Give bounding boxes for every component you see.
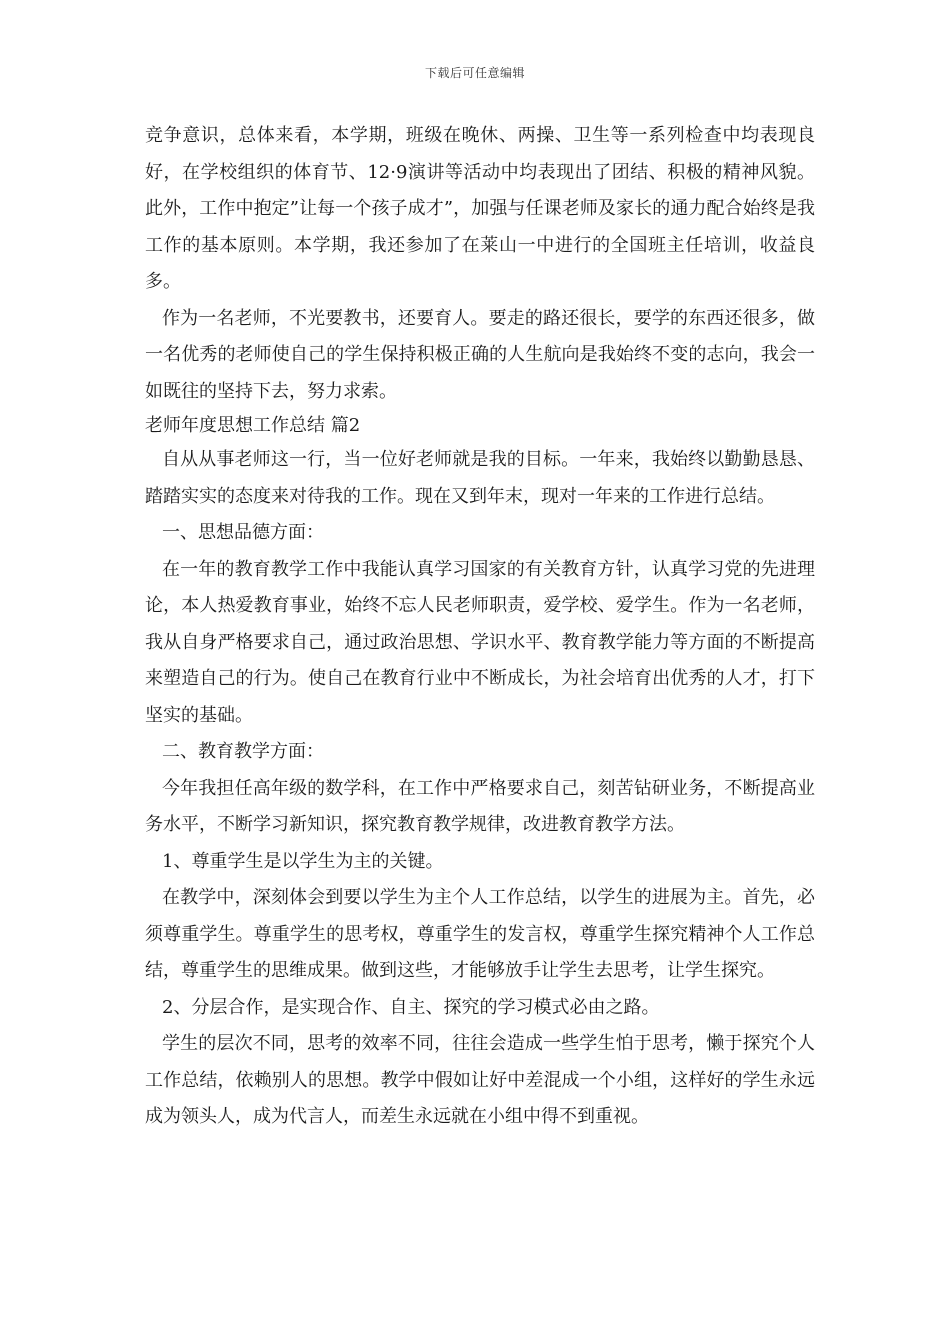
- section-title-part-2: 老师年度思想工作总结 篇2: [145, 415, 361, 436]
- point-1-title: 1、尊重学生是以学生为主的关键。: [162, 850, 444, 872]
- point-2-text: 学生的层次不同，思考的效率不同，往往会造成一些学生怕于思考，懒于探究个人工作总结，依赖别人的思想。教学中假如让好中差混成一个小组，这样好的学生永远成为领头人，成为代言人，而差生永远就在小组中得不到重视。: [145, 1033, 815, 1127]
- paragraph-intro: 自从从事老师这一行，当一位好老师就是我的目标。一年来，我始终以勤勤恳恳、踏踏实实的态度来对待我的工作。现在又到年末，现对一年来的工作进行总结。: [145, 449, 815, 507]
- page-header: 下载后可任意编辑: [424, 66, 525, 80]
- paragraph-teacher-role: 作为一名老师，不光要教书，还要育人。要走的路还很长，要学的东西还很多，做一名优秀的老师使自己的学生保持积极正确的人生航向是我始终不变的志向，我会一如既往的坚持下去，努力求索。: [145, 307, 815, 402]
- subheading-moral: 一、思想品德方面：: [162, 522, 324, 543]
- paragraph-teaching: 今年我担任高年级的数学科，在工作中严格要求自己，刻苦钻研业务，不断提高业务水平，不断学习新知识，探究教育教学规律，改进教育教学方法。: [145, 777, 815, 835]
- paragraph-moral: 在一年的教育教学工作中我能认真学习国家的有关教育方针，认真学习党的先进理论，本人热爱教育事业，始终不忘人民老师职责，爱学校、爱学生。作为一名老师，我从自身严格要求自己，通过政治思想、学识水平、教育教学能力等方面的不断提高来塑造自己的行为。使自己在教育行业中不断成长，为社会培育出优秀的人才，打下坚实的基础。: [145, 558, 815, 726]
- point-2-title: 2、分层合作，是实现合作、自主、探究的学习模式必由之路。: [162, 996, 660, 1018]
- point-1-text: 在教学中，深刻体会到要以学生为主个人工作总结，以学生的进展为主。首先，必须尊重学生。尊重学生的思考权，尊重学生的发言权，尊重学生探究精神个人工作总结，尊重学生的思维成果。做到这些，才能够放手让学生去思考，让学生探究。: [145, 887, 815, 981]
- document-body: [145, 118, 815, 1136]
- paragraph-competition: 竞争意识，总体来看，本学期，班级在晚休、两操、卫生等一系列检查中均表现良好，在学校组织的体育节、12·9演讲等活动中均表现出了团结、积极的精神风貌。此外，工作中抱定”让每一个孩子成才”，加强与任课老师及家长的通力配合始终是我工作的基本原则。本学期，我还参加了在莱山一中进行的全国班主任培训，收益良多。: [145, 125, 815, 292]
- subheading-teaching: 二、教育教学方面：: [162, 741, 324, 762]
